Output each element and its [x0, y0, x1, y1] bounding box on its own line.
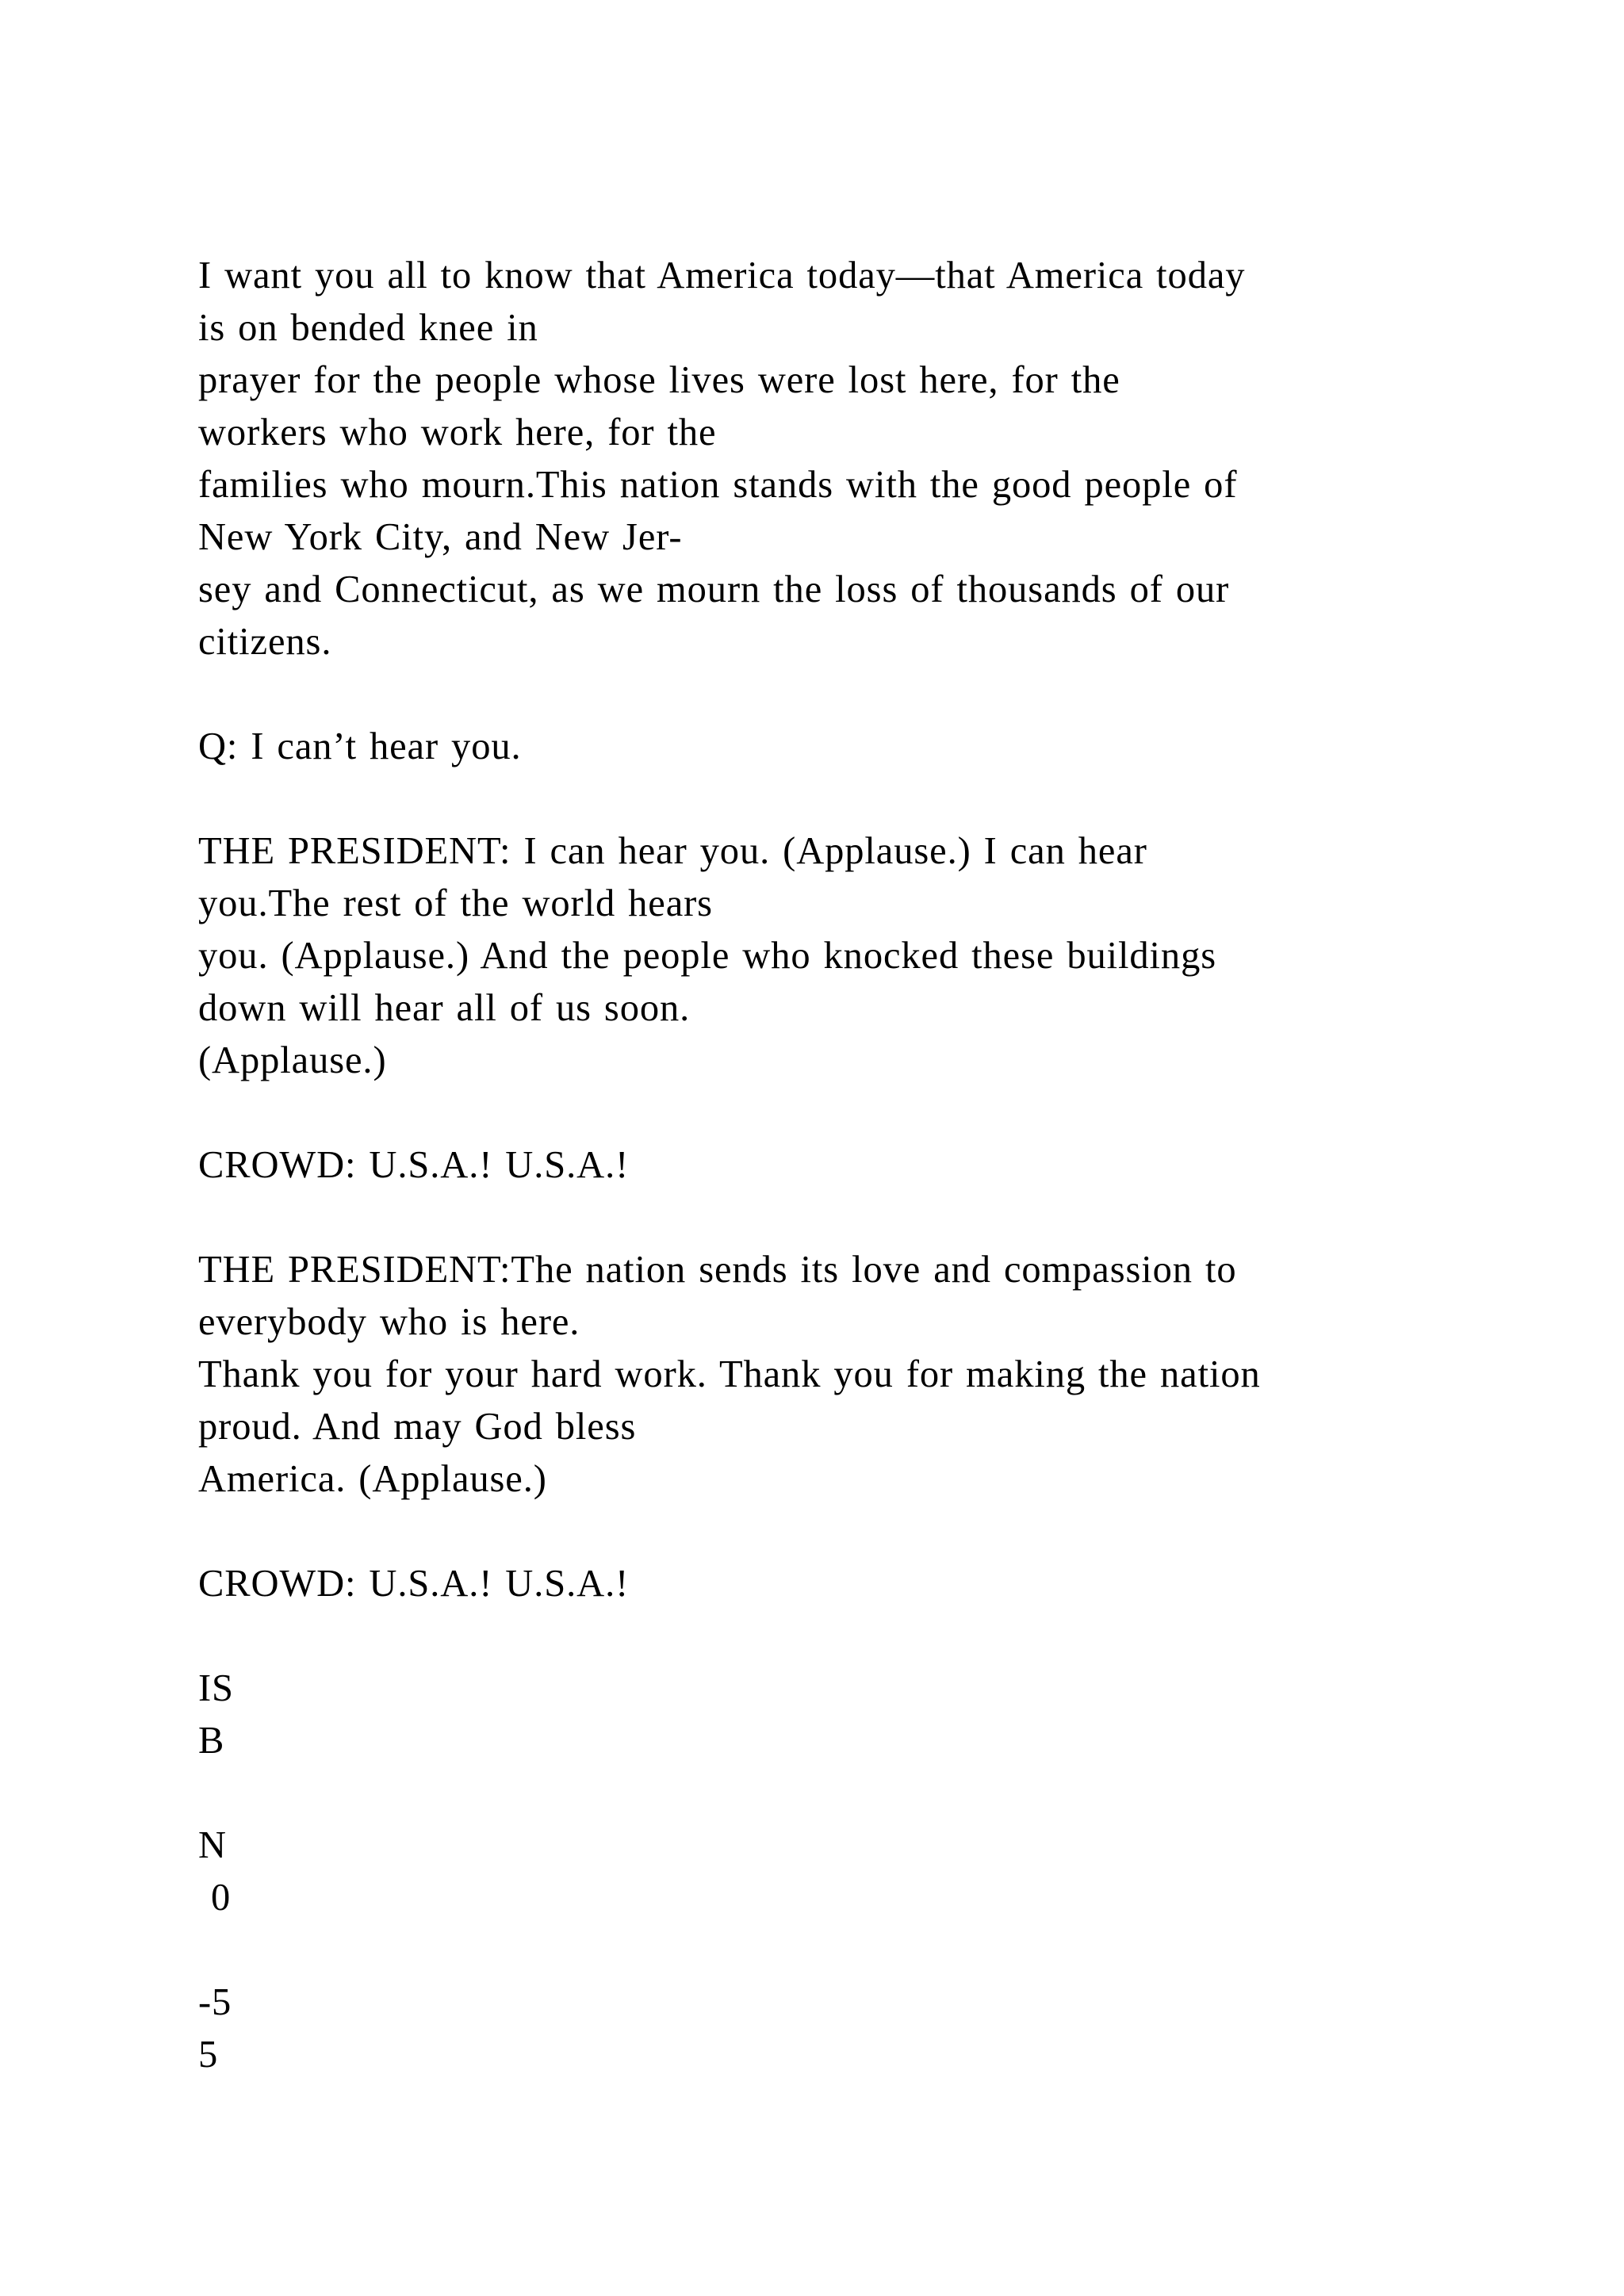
text-line: citizens. [198, 621, 332, 663]
text-line: (Applause.) [198, 1039, 387, 1081]
text-line: you. (Applause.) And the people who knocked these buildings [198, 935, 1216, 977]
text-line: CROWD: U.S.A.! U.S.A.! [198, 1563, 630, 1605]
blank-line [198, 1087, 1594, 1139]
text-line: families who mourn.This nation stands with the good people of [198, 464, 1238, 506]
text-line: IS [198, 1667, 234, 1709]
text-line: -5 [198, 1981, 232, 2023]
text-line: down will hear all of us soon. [198, 987, 691, 1029]
text-line: 0 [198, 1877, 232, 1919]
blank-line [198, 1924, 1594, 1976]
text-line: proud. And may God bless [198, 1406, 637, 1448]
text-line: sey and Connecticut, as we mourn the loss of thousands of our [198, 568, 1230, 610]
text-line: New York City, and New Jer- [198, 516, 683, 558]
blank-line [198, 1610, 1594, 1663]
text-line: Thank you for your hard work. Thank you for making the nation [198, 1353, 1261, 1395]
blank-line [198, 773, 1594, 825]
text-line: everybody who is here. [198, 1301, 580, 1343]
text-line: B [198, 1720, 225, 1762]
text-line: Q: I can’t hear you. [198, 725, 522, 767]
text-line: I want you all to know that America today—that America today [198, 254, 1246, 297]
blank-line [198, 1767, 1594, 1820]
text-line: THE PRESIDENT: I can hear you. (Applause.) I can hear [198, 830, 1147, 872]
blank-line [198, 668, 1594, 721]
text-line: workers who work here, for the [198, 411, 717, 453]
text-line: is on bended knee in [198, 307, 538, 349]
text-line: CROWD: U.S.A.! U.S.A.! [198, 1144, 630, 1186]
text-line: N [198, 1824, 227, 1866]
text-line: 5 [198, 2034, 219, 2076]
blank-line [198, 1506, 1594, 1558]
text-line: prayer for the people whose lives were lost here, for the [198, 359, 1120, 401]
text-line: you.The rest of the world hears [198, 882, 713, 924]
text-line: THE PRESIDENT:The nation sends its love and compassion to [198, 1249, 1237, 1291]
text-line: America. (Applause.) [198, 1458, 547, 1500]
blank-line [198, 1192, 1594, 1244]
document-body [198, 250, 1594, 2081]
